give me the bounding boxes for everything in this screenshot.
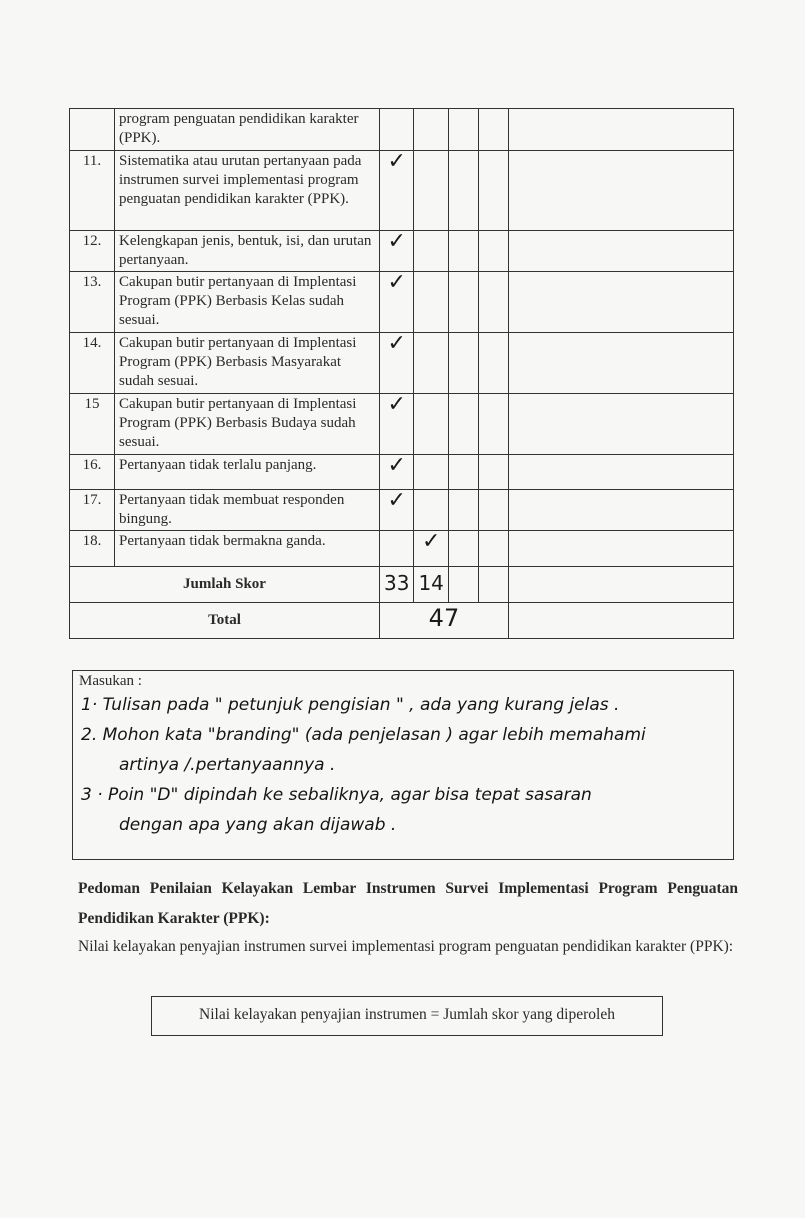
score-col-2 <box>414 109 448 151</box>
note-col <box>508 394 733 455</box>
row-number: 13. <box>70 272 115 333</box>
score-col-1 <box>380 272 414 333</box>
handwritten-feedback <box>79 690 727 840</box>
table-row <box>70 455 734 490</box>
score-col-4 <box>478 490 508 531</box>
checkmark: ✓ <box>387 488 406 513</box>
handwritten-sum-1: 33 <box>384 570 410 595</box>
score-col-4 <box>478 109 508 151</box>
score-col-2 <box>414 490 448 531</box>
table-row <box>70 333 734 394</box>
feedback-line: artinya /.pertanyaannya . <box>119 755 336 775</box>
sum-value-2 <box>414 567 448 603</box>
score-col-1 <box>380 231 414 272</box>
row-item-text: Kelengkapan jenis, bentuk, isi, dan urutan pertanyaan. <box>115 231 380 272</box>
table-row <box>70 231 734 272</box>
feedback-label: Masukan : <box>79 673 142 689</box>
note-col <box>508 531 733 567</box>
row-item-text: Pertanyaan tidak bermakna ganda. <box>115 531 380 567</box>
score-col-1 <box>380 490 414 531</box>
score-col-4 <box>478 231 508 272</box>
score-col-1 <box>380 333 414 394</box>
score-col-3 <box>448 109 478 151</box>
table-row <box>70 394 734 455</box>
row-number: 18. <box>70 531 115 567</box>
checkmark: ✓ <box>387 229 406 254</box>
sum-value-1 <box>380 567 414 603</box>
row-item-text: Pertanyaan tidak membuat responden bingung. <box>115 490 380 531</box>
formula-box: Nilai kelayakan penyajian instrumen = Jumlah skor yang diperoleh <box>151 996 663 1036</box>
note-col <box>508 109 733 151</box>
note-col <box>508 272 733 333</box>
table-row <box>70 531 734 567</box>
handwritten-total: 47 <box>428 604 460 632</box>
note-col <box>508 151 733 231</box>
row-number: 11. <box>70 151 115 231</box>
checkmark: ✓ <box>387 149 406 174</box>
score-col-3 <box>448 531 478 567</box>
row-item-text: Cakupan butir pertanyaan di Implentasi Program (PPK) Berbasis Budaya sudah sesuai. <box>115 394 380 455</box>
note-col <box>508 567 733 603</box>
score-col-2 <box>414 151 448 231</box>
note-col <box>508 490 733 531</box>
feedback-line: 2. Mohon kata "branding" (ada penjelasan ) agar lebih memahami <box>81 725 646 745</box>
score-col-2 <box>414 333 448 394</box>
checkmark: ✓ <box>387 392 406 417</box>
score-col-3 <box>448 394 478 455</box>
score-col-4 <box>478 567 508 603</box>
score-col-2 <box>414 272 448 333</box>
row-item-text: Cakupan butir pertanyaan di Implentasi Program (PPK) Berbasis Kelas sudah sesuai. <box>115 272 380 333</box>
handwritten-sum-2: 14 <box>418 570 444 595</box>
score-col-3 <box>448 231 478 272</box>
table-row <box>70 151 734 231</box>
sum-label: Jumlah Skor <box>70 567 380 603</box>
row-item-text: program penguatan pendidikan karakter (PPK). <box>115 109 380 151</box>
row-number: 14. <box>70 333 115 394</box>
note-col <box>508 231 733 272</box>
score-col-1 <box>380 455 414 490</box>
score-col-4 <box>478 333 508 394</box>
feedback-line: 3 · Poin "D" dipindah ke sebaliknya, agar bisa tepat sasaran <box>81 785 592 805</box>
score-col-4 <box>478 151 508 231</box>
checkmark: ✓ <box>421 529 441 554</box>
score-col-3 <box>448 490 478 531</box>
total-label: Total <box>70 603 380 639</box>
checkmark: ✓ <box>387 331 406 356</box>
feedback-line: dengan apa yang akan dijawab . <box>119 815 397 835</box>
row-number: 15 <box>70 394 115 455</box>
row-number: 12. <box>70 231 115 272</box>
feedback-box <box>72 670 734 860</box>
score-col-3 <box>448 333 478 394</box>
checkmark: ✓ <box>387 270 406 295</box>
score-col-2 <box>414 455 448 490</box>
table-row <box>70 490 734 531</box>
note-col <box>508 603 733 639</box>
row-item-text: Pertanyaan tidak terlalu panjang. <box>115 455 380 490</box>
score-col-4 <box>478 531 508 567</box>
table-row <box>70 109 734 151</box>
total-value-cell <box>380 603 509 639</box>
guide-heading: Pedoman Penilaian Kelayakan Lembar Instrumen Survei Implementasi Program Penguatan Pendidikan Karakter (PPK): <box>78 880 738 927</box>
row-number: 16. <box>70 455 115 490</box>
assessment-table <box>69 108 734 639</box>
score-col-3 <box>448 272 478 333</box>
row-item-text: Sistematika atau urutan pertanyaan pada instrumen survei implementasi program penguatan pendidikan karakter (PPK). <box>115 151 380 231</box>
score-col-1 <box>380 109 414 151</box>
guide-paragraph: Nilai kelayakan penyajian instrumen survei implementasi program penguatan pendidikan karakter (PPK): <box>78 938 734 955</box>
score-col-1 <box>380 151 414 231</box>
score-col-1 <box>380 394 414 455</box>
table-row <box>70 272 734 333</box>
score-col-4 <box>478 272 508 333</box>
note-col <box>508 455 733 490</box>
score-col-2 <box>414 394 448 455</box>
score-col-3 <box>448 455 478 490</box>
score-col-2 <box>414 231 448 272</box>
score-col-3 <box>448 567 478 603</box>
checkmark: ✓ <box>387 453 406 478</box>
total-row <box>70 603 734 639</box>
note-col <box>508 333 733 394</box>
score-col-4 <box>478 394 508 455</box>
row-item-text: Cakupan butir pertanyaan di Implentasi Program (PPK) Berbasis Masyarakat sudah sesuai. <box>115 333 380 394</box>
row-number: 17. <box>70 490 115 531</box>
score-col-1 <box>380 531 414 567</box>
sum-row <box>70 567 734 603</box>
score-col-3 <box>448 151 478 231</box>
score-col-4 <box>478 455 508 490</box>
feedback-line: 1· Tulisan pada " petunjuk pengisian " , ada yang kurang jelas . <box>81 695 620 715</box>
row-number <box>70 109 115 151</box>
score-col-2 <box>414 531 448 567</box>
